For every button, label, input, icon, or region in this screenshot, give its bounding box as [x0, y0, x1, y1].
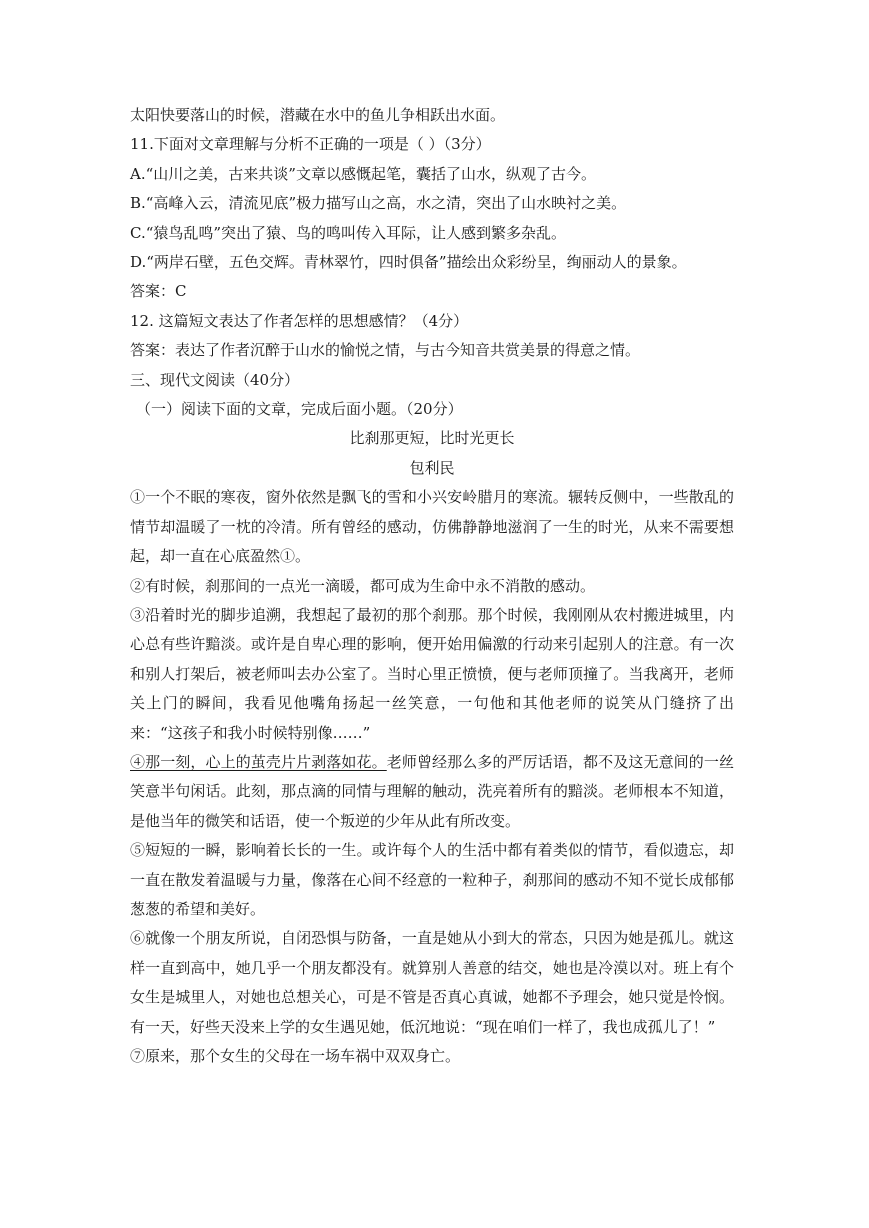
paragraph-7: ⑦原来，那个女生的父母在一场车祸中双双身亡。 — [130, 1047, 461, 1065]
section-heading: 三、现代文阅读（40分） — [130, 370, 300, 389]
option-d: D.“两岸石壁，五色交辉。青林翠竹，四时俱备”描绘出众彩纷呈，绚丽动人的景象。 — [130, 253, 687, 272]
option-c: C.“猿鸟乱鸣”突出了猿、鸟的鸣叫传入耳际，让人感到繁多杂乱。 — [130, 223, 567, 242]
paragraph-4 — [130, 748, 734, 836]
paragraph-3: ③沿着时光的脚步追溯，我想起了最初的那个刹那。那个时候，我刚刚从农村搬进城里，内心总有些许黯淡。或许是自卑心理的影响，便开始用偏激的行动来引起别人的注意。有一次和别人打架后，被老师叫去办公室了。当时心里正愤愤，便与老师顶撞了。当我离开，老师关上门的瞬间，我看见他嘴角扬起一丝笑意，一句他和其他老师的说笑从门缝挤了出来：“这孩子和我小时候特别像……” — [130, 605, 734, 742]
paragraph-1: ①一个不眠的寒夜，窗外依然是飘飞的雪和小兴安岭腊月的寒流。辗转反侧中，一些散乱的情节却温暖了一枕的冷清。所有曾经的感动，仿佛静静地滋润了一生的时光，从来不需要想起，却一直在心底盈然①。 — [130, 488, 734, 566]
paragraph-5: ⑤短短的一瞬，影响着长长的一生。或许每个人的生活中都有着类似的情节，看似遗忘，却一直在散发着温暖与力量，像落在心间不经意的一粒种子，刹那间的感动不知不觉长成郁郁葱葱的希望和美好。 — [130, 841, 734, 918]
underlined-sentence: ④那一刻，心上的茧壳片片剥落如花。 — [130, 752, 387, 771]
article-author: 包利民 — [409, 458, 455, 477]
subsection-heading: （一）阅读下面的文章，完成后面小题。（20分） — [136, 400, 463, 419]
option-a: A.“山川之美，古来共谈”文章以感慨起笔，囊括了山水，纵观了古今。 — [130, 164, 596, 183]
answer-11: 答案：C — [130, 282, 187, 301]
paragraph-2: ②有时候，刹那间的一点光一滴暖，都可成为生命中永不消散的感动。 — [130, 576, 596, 595]
question-11: 11.下面对文章理解与分析不正确的一项是（ ）（3分） — [130, 135, 491, 154]
answer-12: 答案：表达了作者沉醉于山水的愉悦之情，与古今知音共赏美景的得意之情。 — [130, 341, 641, 360]
paragraph-6: ⑥就像一个朋友所说，自闭恐惧与防备，一直是她从小到大的常态，只因为她是孤儿。就这样一直到高中，她几乎一个朋友都没有。就算别人善意的结交，她也是冷漠以对。班上有个女生是城里人，对她也总想关心，可是不管是否真心真诚，她都不予理会，她只觉是怜悯。有一天，好些天没来上学的女生遇见她，低沉地说：“现在咱们一样了，我也成孤儿了！” — [130, 929, 734, 1036]
article-title: 比刹那更短，比时光更长 — [349, 429, 515, 448]
option-b: B.“高峰入云，清流见底”极力描写山之高，水之清，突出了山水映衬之美。 — [130, 194, 627, 213]
text-line: 太阳快要落山的时候，潜藏在水中的鱼儿争相跃出水面。 — [130, 106, 506, 124]
question-12: 12. 这篇短文表达了作者怎样的思想感情？（4分） — [130, 311, 469, 330]
paragraph-4-text: 老师曾经那么多的严厉话语，都不及这无意间的一丝笑意半句闲话。此刻，那点滴的同情与理解的触动，洗亮着所有的黯淡。老师根本不知道，是他当年的微笑和话语，使一个叛逆的少年从此有所改变。 — [130, 752, 734, 830]
